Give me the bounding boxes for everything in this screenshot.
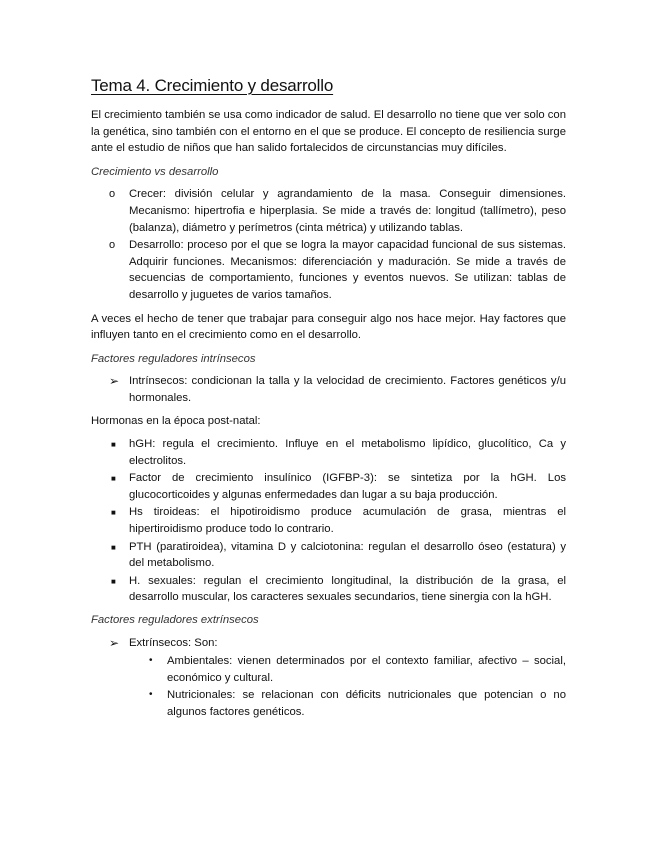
list-item-text: H. sexuales: regulan el crecimiento longitudinal, la distribución de la grasa, el desarrollo muscular, los caracteres sexuales secundarios, tiene sinergia con la hGH. xyxy=(129,574,566,604)
hormones-heading: Hormonas en la época post-natal: xyxy=(91,414,261,427)
dot-bullet-icon: • xyxy=(149,655,153,667)
paragraph-factores: A veces el hecho de tener que trabajar para conseguir algo nos hace mejor. Hay factores que influyen tanto en el crecimiento como en el desarrollo. xyxy=(91,312,566,342)
list-item xyxy=(129,653,566,686)
list-item-text: Factor de crecimiento insulínico (IGFBP-3): se sintetiza por la hGH. Los glucocorticoides y algunas enfermedades dan lugar a su baja producción. xyxy=(129,472,566,501)
extrinsecos-list xyxy=(91,635,566,721)
list-item xyxy=(91,373,566,406)
list-item xyxy=(91,635,566,721)
list-item xyxy=(91,504,566,537)
square-bullet-icon: ■ xyxy=(111,508,116,518)
circle-bullet-icon: o xyxy=(109,239,116,252)
arrow-bullet-icon: ➢ xyxy=(109,374,120,389)
list-item xyxy=(91,573,566,606)
list-item xyxy=(91,470,566,503)
dot-bullet-icon: • xyxy=(149,689,153,701)
list-item-text: Nutricionales: se relacionan con déficits nutricionales que potencian o no algunos factores genéticos. xyxy=(167,689,566,718)
list-item-text: Intrínsecos: condicionan la talla y la velocidad de crecimiento. Factores genéticos y/u hormonales. xyxy=(129,375,566,404)
square-bullet-icon: ■ xyxy=(111,440,116,450)
list-item xyxy=(129,687,566,720)
extrinsecos-sublist xyxy=(129,653,566,720)
section-heading-crecimiento-vs-desarrollo: Crecimiento vs desarrollo xyxy=(91,165,219,178)
square-bullet-icon: ■ xyxy=(111,542,116,552)
list-item xyxy=(91,436,566,469)
intrinsecos-list xyxy=(91,373,566,406)
list-item-text: PTH (paratiroidea), vitamina D y calciotonina: regulan el desarrollo óseo (estatura) y del metabolismo. xyxy=(129,540,566,570)
circle-bullet-icon: o xyxy=(109,188,116,201)
list-item-text: Crecer: división celular y agrandamiento de la masa. Conseguir dimensiones. Mecanismo: hipertrofia e hiperplasia. Se mide a través de: longitud (tallímetro), peso (balanza), diámetro y perímetros (cinta métrica) y utilizando tablas. xyxy=(129,188,566,234)
list-item-text: Ambientales: vienen determinados por el contexto familiar, afectivo – social, económico y cultural. xyxy=(167,655,566,684)
arrow-bullet-icon: ➢ xyxy=(109,635,120,650)
square-bullet-icon: ■ xyxy=(111,474,116,484)
page-title: Tema 4. Crecimiento y desarrollo xyxy=(91,76,334,95)
hormones-list xyxy=(91,436,566,606)
intro-paragraph: El crecimiento también se usa como indicador de salud. El desarrollo no tiene que ver solo con la genética, sino también con el entorno en el que se produce. El concepto de resiliencia surge ante el estudio de niños que han salido fortalecidos de circunstancias muy difíciles. xyxy=(91,109,566,155)
list-item-text: hGH: regula el crecimiento. Influye en el metabolismo lipídico, glucolítico, Ca y electrolitos. xyxy=(129,438,566,467)
section-heading-intrinsecos: Factores reguladores intrínsecos xyxy=(91,352,256,365)
crecimiento-desarrollo-list xyxy=(91,186,566,303)
list-item xyxy=(91,539,566,572)
list-item xyxy=(91,186,566,236)
list-item-text: Desarrollo: proceso por el que se logra la mayor capacidad funcional de sus sistemas. Adquirir funciones. Mecanismos: diferenciación y maduración. Se mide a través de secuencias de comportamiento, funciones y eventos nuevos. Se utilizan: tablas de desarrollo y juguetes de varios tamaños. xyxy=(129,239,566,301)
square-bullet-icon: ■ xyxy=(111,576,116,586)
list-item-text: Extrínsecos: Son: xyxy=(129,636,218,649)
section-heading-extrinsecos: Factores reguladores extrínsecos xyxy=(91,614,259,627)
list-item-text: Hs tiroideas: el hipotiroidismo produce acumulación de grasa, mientras el hipertiroidismo produce todo lo contrario. xyxy=(129,506,566,536)
list-item xyxy=(91,237,566,303)
